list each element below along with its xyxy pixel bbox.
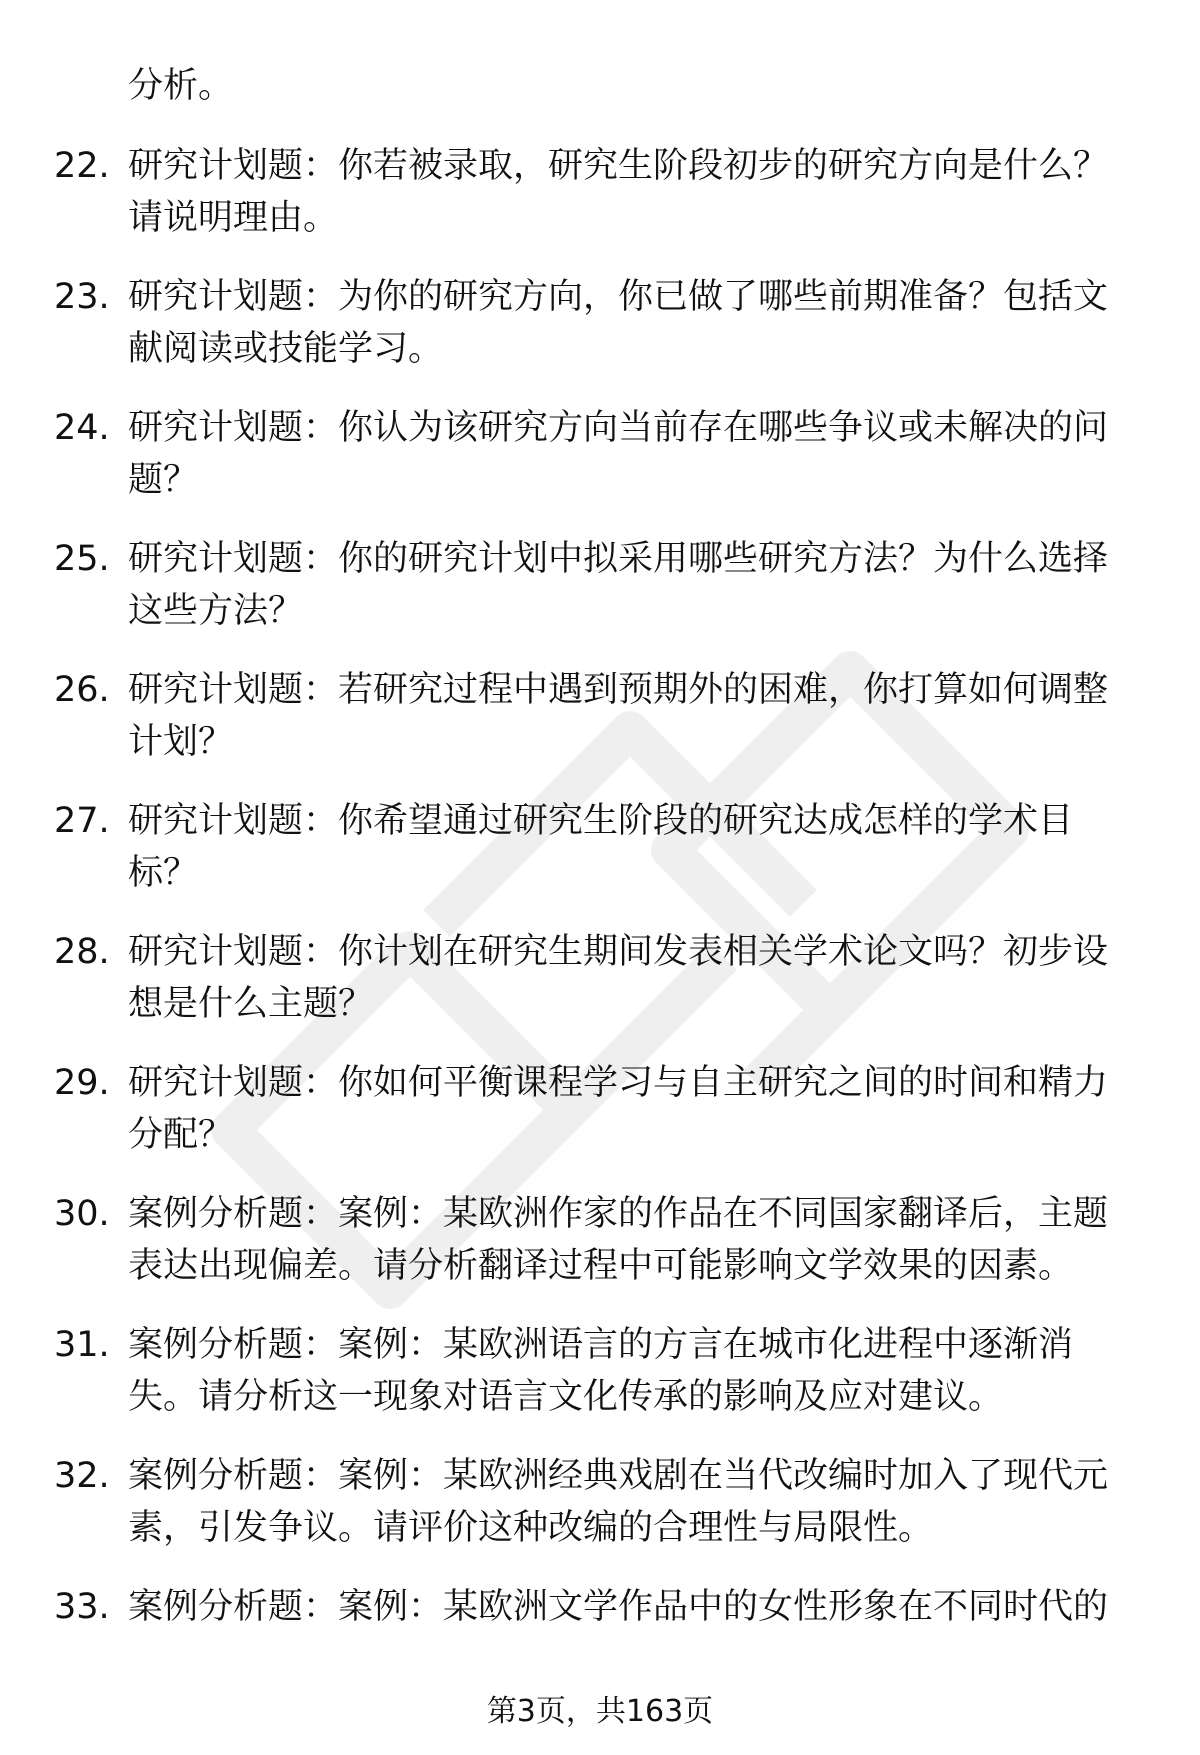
question-text: 案例分析题：案例：某欧洲语言的方言在城市化进程中逐渐消失。请分析这一现象对语言文化传承的影响及应对建议。 — [128, 1325, 1074, 1417]
question-number: 31. — [54, 1325, 110, 1365]
question-number: 26. — [54, 670, 110, 710]
question-number: 33. — [54, 1587, 110, 1627]
question-text: 研究计划题：你若被录取，研究生阶段初步的研究方向是什么？请说明理由。 — [128, 146, 1109, 238]
question-text: 研究计划题：你的研究计划中拟采用哪些研究方法？为什么选择这些方法？ — [128, 539, 1109, 631]
question-text: 研究计划题：为你的研究方向，你已做了哪些前期准备？包括文献阅读或技能学习。 — [128, 277, 1109, 369]
question-text: 案例分析题：案例：某欧洲文学作品中的女性形象在不同时代的 — [128, 1587, 1109, 1627]
continuation-text: 分析。 — [128, 66, 234, 106]
question-list — [0, 140, 1200, 1712]
question-text: 研究计划题：若研究过程中遇到预期外的困难，你打算如何调整计划？ — [128, 670, 1109, 762]
question-number: 24. — [54, 408, 110, 448]
question-item — [0, 271, 1200, 402]
question-text: 研究计划题：你认为该研究方向当前存在哪些争议或未解决的问题？ — [128, 408, 1109, 500]
question-item — [0, 1450, 1200, 1581]
page-footer: 第3页，共163页 — [486, 1694, 714, 1729]
question-item — [0, 140, 1200, 271]
question-item — [0, 664, 1200, 795]
question-number: 28. — [54, 932, 110, 972]
question-text: 研究计划题：你如何平衡课程学习与自主研究之间的时间和精力分配？ — [128, 1063, 1109, 1155]
question-item — [0, 533, 1200, 664]
question-item — [0, 926, 1200, 1057]
question-number: 32. — [54, 1456, 110, 1496]
question-text: 案例分析题：案例：某欧洲作家的作品在不同国家翻译后，主题表达出现偏差。请分析翻译过程中可能影响文学效果的因素。 — [128, 1194, 1109, 1286]
question-text: 研究计划题：你计划在研究生期间发表相关学术论文吗？初步设想是什么主题？ — [128, 932, 1109, 1024]
question-item — [0, 1188, 1200, 1319]
question-item — [0, 402, 1200, 533]
question-number: 29. — [54, 1063, 110, 1103]
question-number: 30. — [54, 1194, 110, 1234]
question-number: 23. — [54, 277, 110, 317]
question-item — [0, 1319, 1200, 1450]
question-number: 22. — [54, 146, 110, 186]
question-number: 25. — [54, 539, 110, 579]
question-item — [0, 1057, 1200, 1188]
question-text: 案例分析题：案例：某欧洲经典戏剧在当代改编时加入了现代元素，引发争议。请评价这种改编的合理性与局限性。 — [128, 1456, 1109, 1548]
question-text: 研究计划题：你希望通过研究生阶段的研究达成怎样的学术目标？ — [128, 801, 1074, 893]
question-item — [0, 795, 1200, 926]
question-number: 27. — [54, 801, 110, 841]
